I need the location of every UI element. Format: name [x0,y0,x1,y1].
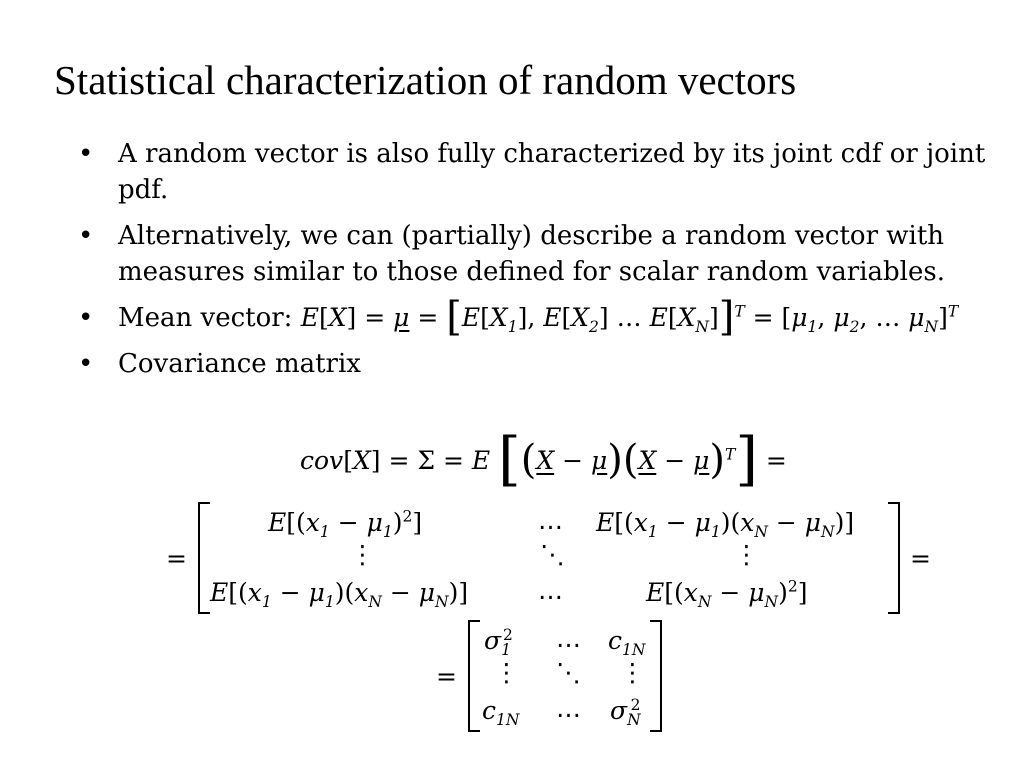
matrix-cell: ⋱ [540,540,565,569]
matrix-cell: ⋮ [494,658,519,687]
matrix-cell: ⋮ [620,658,645,687]
bullet-item [78,218,998,290]
matrix-cell: … [538,506,563,535]
matrix-cell: $c_{1N}$ [608,626,646,659]
matrix-cell: $E[(x_1 - \mu_1)(x_N - \mu_N)]$ [210,578,469,611]
bullet-dot: • [78,139,94,169]
matrix-cell: $E[(x_N - \mu_N)^2]$ [646,577,808,611]
matrix-cell: $c_{1N}$ [482,696,520,729]
matrix-cell: ⋮ [734,540,759,569]
matrix-cell: … [538,576,563,605]
bullet-dot: • [78,303,94,333]
matrix-left-bracket [468,620,480,732]
covariance-matrix-expanded [198,502,900,614]
matrix-left-bracket [198,502,210,614]
equals-sign: = [436,662,457,691]
bullet-text: Mean vector: [118,303,293,333]
covariance-matrix-short [468,620,662,732]
matrix-cell: $E[(x_1 - \mu_1)^2]$ [268,507,423,541]
bullet-text: A random vector is also fully characterized by its joint cdf or joint pdf. [118,139,986,205]
bullet-dot: • [78,221,94,251]
equals-sign: = [910,544,931,573]
bullet-dot: • [78,349,94,379]
equals-sign: = [166,544,187,573]
matrix-right-bracket [888,502,900,614]
mean-vector-equation: $E[X] = \mu = [E[X_1]$, $E[X_2]$ … $E[X_N]]^T = [\mu_1$, $\mu_2$, … $\mu_N]^T$ [300,294,959,340]
bullet-item [78,346,998,382]
bullet-item [78,136,998,208]
matrix-cell: $\sigma_N^2$ [610,695,641,729]
matrix-cell: … [556,624,581,653]
slide-title: Statistical characterization of random vectors [54,57,797,103]
matrix-cell: $\sigma_1^2$ [484,625,513,659]
matrix-cell: $E[(x_1 - \mu_1)(x_N - \mu_N)]$ [596,508,855,541]
matrix-cell: … [556,694,581,723]
bullet-text: Alternatively, we can (partially) describe a random vector with measures similar to those defined for scalar random variables. [118,221,945,287]
bullet-text: Covariance matrix [118,349,361,379]
matrix-cell: ⋱ [556,658,581,687]
covariance-definition: cov[X] = Σ = E $[(X - \mu)(X - \mu)^T]$ = [300,425,787,493]
matrix-cell: ⋮ [350,540,375,569]
bullet-item [78,294,998,340]
bullet-list [78,136,998,382]
matrix-right-bracket [650,620,662,732]
